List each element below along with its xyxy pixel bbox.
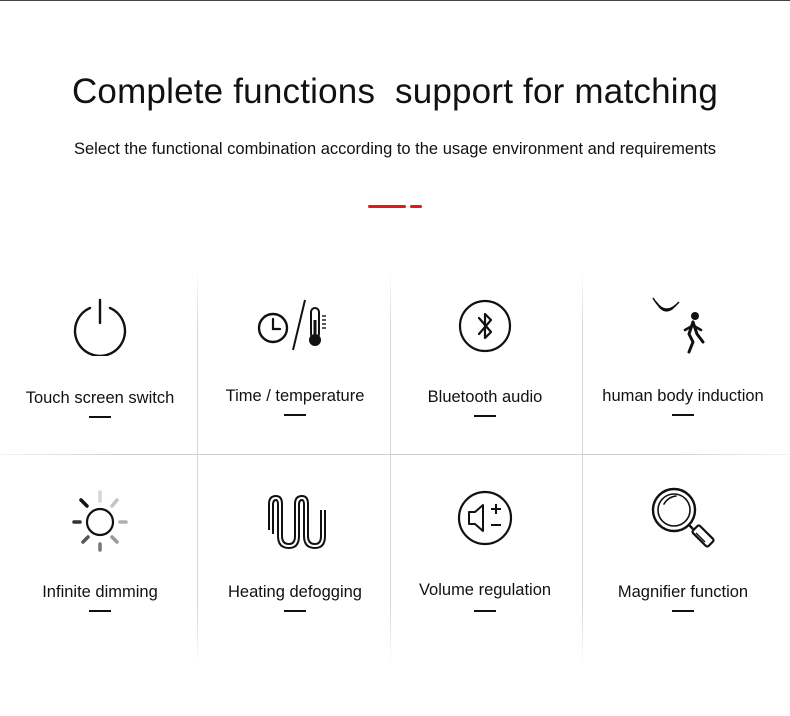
label-underline [474,415,496,417]
volume-icon [389,488,581,552]
top-border [0,0,790,1]
feature-label: Bluetooth audio [427,388,543,406]
feature-label: human body induction [602,387,764,405]
feature-label: Time / temperature [225,387,365,405]
feature-human-body-induction [587,290,779,470]
feature-label: Touch screen switch [25,389,175,407]
feature-infinite-dimming [4,486,196,666]
feature-label: Infinite dimming [42,583,158,601]
label-underline [89,416,111,418]
label-underline [672,414,694,416]
heating-coil-icon [199,490,391,554]
label-underline [672,610,694,612]
feature-label: Heating defogging [228,583,362,601]
label-underline [474,610,496,612]
feature-touch-screen-switch [4,290,196,470]
page-title: Complete functions support for matching [71,72,719,111]
label-underline [284,414,306,416]
magnifier-icon [587,486,779,550]
accent-line-long [368,205,406,208]
grid-divider-vertical [197,270,198,665]
motion-sensor-icon [587,294,779,358]
power-icon [4,296,196,360]
feature-label: Volume regulation [418,581,552,599]
feature-label: Magnifier function [617,583,749,601]
feature-time-temperature [199,290,391,470]
grid-divider-vertical [582,270,583,665]
clock-thermometer-icon [199,294,391,358]
label-underline [89,610,111,612]
page-subtitle: Select the functional combination according to the usage environment and requirements [73,140,717,158]
label-underline [284,610,306,612]
feature-volume-regulation [389,486,581,666]
feature-magnifier-function [587,486,779,666]
accent-line-short [410,205,422,208]
bluetooth-icon [389,296,581,360]
sun-dimming-icon [4,488,196,552]
feature-heating-defogging [199,486,391,666]
feature-bluetooth-audio [389,290,581,470]
